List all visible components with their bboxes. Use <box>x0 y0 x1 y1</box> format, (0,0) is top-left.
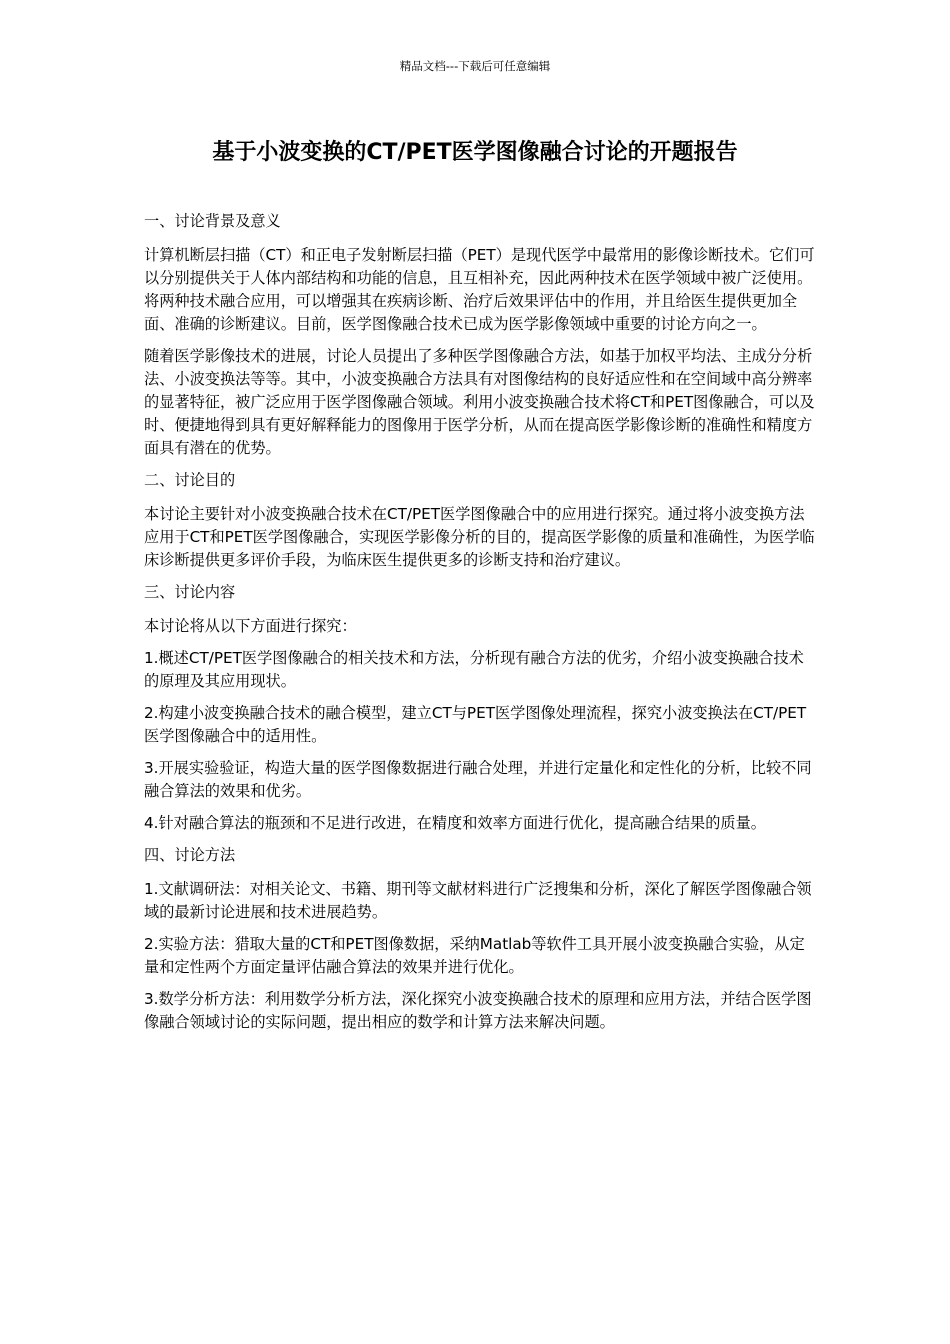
document-body <box>144 210 816 1043</box>
list-item: 3.数学分析方法：利用数学分析方法，深化探究小波变换融合技术的原理和应用方法，并结合医学图像融合领域讨论的实际问题，提出相应的数学和计算方法来解决问题。 <box>144 990 812 1031</box>
list-item: 2.构建小波变换融合技术的融合模型，建立CT与PET医学图像处理流程，探究小波变换法在CT/PET医学图像融合中的适用性。 <box>144 704 807 745</box>
section-heading-background: 一、讨论背景及意义 <box>144 212 281 230</box>
header-note: 精品文档---下载后可任意编辑 <box>399 59 551 73</box>
section-heading-purpose: 二、讨论目的 <box>144 471 236 489</box>
list-item: 2.实验方法：猎取大量的CT和PET图像数据，采纳Matlab等软件工具开展小波变换融合实验，从定量和定性两个方面定量评估融合算法的效果并进行优化。 <box>144 935 805 976</box>
list-item: 1.概述CT/PET医学图像融合的相关技术和方法，分析现有融合方法的优劣，介绍小波变换融合技术的原理及其应用现状。 <box>144 649 804 690</box>
paragraph: 本讨论主要针对小波变换融合技术在CT/PET医学图像融合中的应用进行探究。通过将小波变换方法应用于CT和PET医学图像融合，实现医学影像分析的目的，提高医学影像的质量和准确性，为医学临床诊断提供更多评价手段，为临床医生提供更多的诊断支持和治疗建议。 <box>144 505 815 569</box>
document-title: 基于小波变换的CT/PET医学图像融合讨论的开题报告 <box>212 140 738 165</box>
list-item: 3.开展实验验证，构造大量的医学图像数据进行融合处理，并进行定量化和定性化的分析，比较不同融合算法的效果和优劣。 <box>144 759 812 800</box>
list-item: 1.文献调研法：对相关论文、书籍、期刊等文献材料进行广泛搜集和分析，深化了解医学图像融合领域的最新讨论进展和技术进展趋势。 <box>144 880 812 921</box>
section-heading-content: 三、讨论内容 <box>144 583 236 601</box>
paragraph: 随着医学影像技术的进展，讨论人员提出了多种医学图像融合方法，如基于加权平均法、主成分分析法、小波变换法等等。其中，小波变换融合方法具有对图像结构的良好适应性和在空间域中高分辨率的显著特征，被广泛应用于医学图像融合领域。利用小波变换融合技术将CT和PET图像融合，可以及时、便捷地得到具有更好解释能力的图像用于医学分析，从而在提高医学影像诊断的准确性和精度方面具有潜在的优势。 <box>144 347 815 457</box>
paragraph: 本讨论将从以下方面进行探究： <box>144 617 357 635</box>
paragraph: 计算机断层扫描（CT）和正电子发射断层扫描（PET）是现代医学中最常用的影像诊断技术。它们可以分别提供关于人体内部结构和功能的信息，且互相补充，因此两种技术在医学领域中被广泛使用。将两种技术融合应用，可以增强其在疾病诊断、治疗后效果评估中的作用，并且给医生提供更加全面、准确的诊断建议。目前，医学图像融合技术已成为医学影像领域中重要的讨论方向之一。 <box>144 246 815 333</box>
section-heading-methods: 四、讨论方法 <box>144 846 236 864</box>
list-item: 4.针对融合算法的瓶颈和不足进行改进，在精度和效率方面进行优化，提高融合结果的质量。 <box>144 814 766 832</box>
